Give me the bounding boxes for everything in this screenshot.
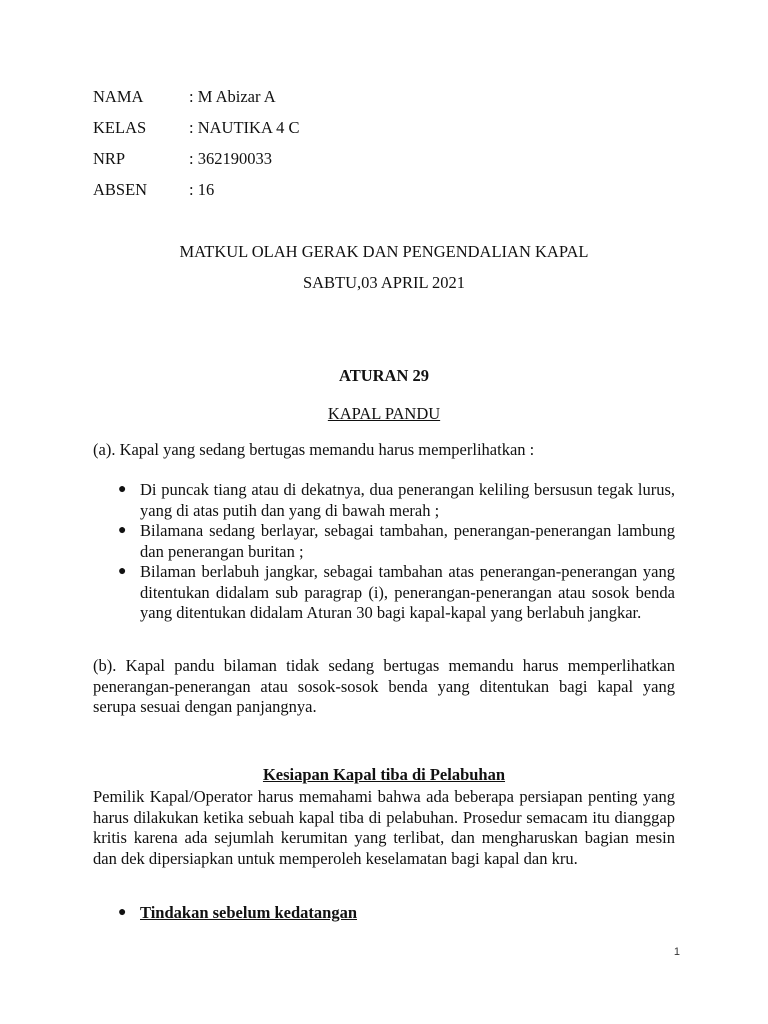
info-value: : 362190033 bbox=[189, 149, 272, 168]
list-item bbox=[93, 903, 675, 924]
list-item-text: Bilamana sedang berlayar, sebagai tambahan, penerangan-penerangan lambung dan penerangan buritan ; bbox=[140, 521, 675, 561]
course-title: MATKUL OLAH GERAK DAN PENGENDALIAN KAPAL bbox=[179, 242, 589, 261]
list-item bbox=[93, 562, 675, 624]
rule-bullet-list bbox=[93, 480, 675, 624]
rule-number: ATURAN 29 bbox=[339, 366, 429, 385]
paragraph-a: (a). Kapal yang sedang bertugas memandu harus memperlihatkan : bbox=[93, 440, 535, 459]
info-label: KELAS bbox=[93, 118, 147, 137]
page-number: 1 bbox=[673, 946, 680, 958]
bullet-icon: ● bbox=[118, 482, 127, 497]
bullet-icon: ● bbox=[118, 523, 127, 538]
subheading-bullet-list bbox=[93, 903, 675, 924]
section-heading bbox=[93, 764, 675, 786]
rule-title bbox=[93, 403, 675, 425]
list-item-text: Bilaman berlabuh jangkar, sebagai tambahan atas penerangan-penerangan yang ditentukan didalam sub paragrap (i), penerangan-penerangan atau sosok benda yang ditentukan didalam Aturan 30 bagi kapal-kapal yang berlabuh jangkar. bbox=[140, 562, 675, 622]
bullet-icon: ● bbox=[118, 905, 127, 920]
info-value: : M Abizar A bbox=[189, 87, 276, 106]
list-item-text: Di puncak tiang atau di dekatnya, dua penerangan keliling bersusun tegak lurus, yang di atas putih dan yang di bawah merah ; bbox=[140, 480, 675, 520]
section-heading-text: Kesiapan Kapal tiba di Pelabuhan bbox=[262, 765, 506, 784]
info-value: : NAUTIKA 4 C bbox=[189, 118, 300, 137]
info-label: NRP bbox=[93, 149, 126, 168]
rule-title-text: KAPAL PANDU bbox=[327, 404, 441, 423]
list-item bbox=[93, 521, 675, 562]
list-item bbox=[93, 480, 675, 521]
section-body: Pemilik Kapal/Operator harus memahami bahwa ada beberapa persiapan penting yang harus dilakukan ketika sebuah kapal tiba di pelabuhan. Prosedur semacam itu dianggap kritis karena ada sejumlah kerumitan yang terlibat, dan mengharuskan bagian mesin dan dek dipersiapkan untuk memperoleh keselamatan bagi kapal dan kru. bbox=[93, 787, 675, 868]
info-label: ABSEN bbox=[93, 180, 148, 199]
info-value: : 16 bbox=[189, 180, 215, 199]
course-date: SABTU,03 APRIL 2021 bbox=[302, 273, 466, 292]
paragraph-b: (b). Kapal pandu bilaman tidak sedang bertugas memandu harus memperlihatkan penerangan-penerangan atau sosok-sosok benda yang ditentukan bagi kapal yang serupa sesuai dengan panjangnya. bbox=[93, 656, 675, 716]
subheading-text: Tindakan sebelum kedatangan bbox=[140, 903, 358, 922]
bullet-icon: ● bbox=[118, 564, 127, 579]
info-label: NAMA bbox=[93, 87, 144, 106]
